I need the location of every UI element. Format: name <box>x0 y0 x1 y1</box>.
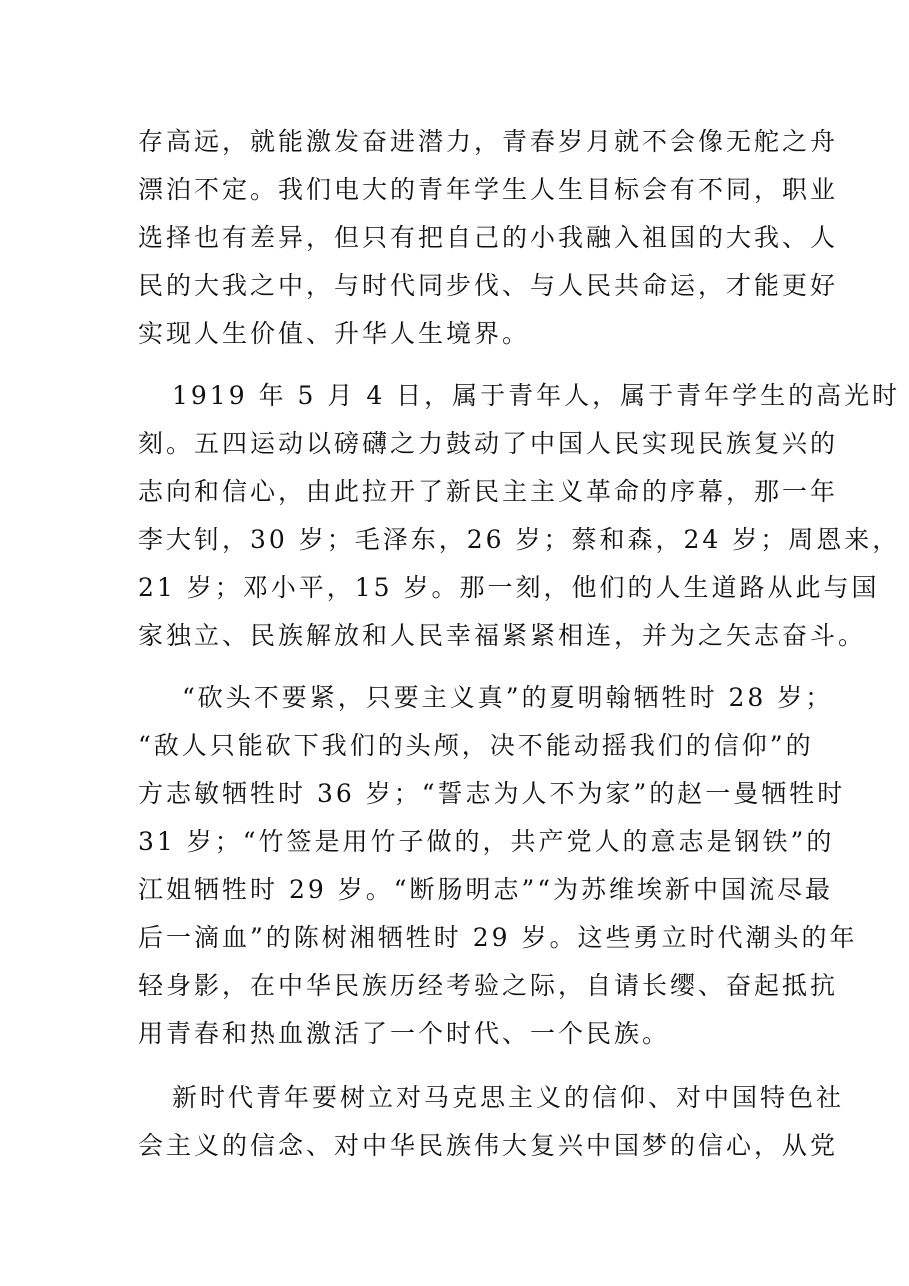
paragraph-line: “砍头不要紧，只要主义真”的夏明翰牺牲时 28 岁； <box>182 683 834 712</box>
paragraph-line: 新时代青年要树立对马克思主义的信仰、对中国特色社 <box>172 1083 845 1112</box>
paragraph-line: 刻。五四运动以磅礴之力鼓动了中国人民实现民族复兴的 <box>138 429 839 458</box>
paragraph-line: 会主义的信念、对中华民族伟大复兴中国梦的信心，从党 <box>138 1131 839 1160</box>
paragraph-1 <box>138 118 839 358</box>
paragraph-line: 方志敏牺牲时 36 岁；“誓志为人不为家”的赵一曼牺牲时 <box>138 779 846 808</box>
paragraph-line: 21 岁；邓小平，15 岁。那一刻，他们的人生道路从此与国 <box>138 573 880 602</box>
paragraph-line: 民的大我之中，与时代同步伐、与人民共命运，才能更好 <box>138 271 839 300</box>
paragraph-line: 后一滴血”的陈树湘牺牲时 29 岁。这些勇立时代潮头的年 <box>138 923 858 952</box>
paragraph-line: 漂泊不定。我们电大的青年学生人生目标会有不同，职业 <box>138 175 839 204</box>
paragraph-line: 李大钊，30 岁；毛泽东，26 岁；蔡和森，24 岁；周恩来， <box>138 525 901 554</box>
paragraph-line: 用青春和热血激活了一个时代、一个民族。 <box>138 1019 671 1048</box>
paragraph-line: 志向和信心，由此拉开了新民主主义革命的序幕，那一年 <box>138 477 839 506</box>
paragraph-line: 实现人生价值、升华人生境界。 <box>138 319 531 348</box>
paragraph-3 <box>138 674 858 1058</box>
paragraph-line: 1919 年 5 月 4 日，属于青年人，属于青年学生的高光时 <box>172 381 901 410</box>
paragraph-line: 选择也有差异，但只有把自己的小我融入祖国的大我、人 <box>138 223 839 252</box>
paragraph-line: “敌人只能砍下我们的头颅，决不能动摇我们的信仰”的 <box>138 731 814 760</box>
paragraph-line: 存高远，就能激发奋进潜力，青春岁月就不会像无舵之舟 <box>138 127 839 156</box>
paragraph-4 <box>138 1074 845 1170</box>
paragraph-line: 轻身影，在中华民族历经考验之际，自请长缨、奋起抵抗 <box>138 971 839 1000</box>
paragraph-line: 江姐牺牲时 29 岁。“断肠明志”“为苏维埃新中国流尽最 <box>138 875 834 904</box>
paragraph-2 <box>138 372 901 660</box>
paragraph-line: 31 岁；“竹签是用竹子做的，共产党人的意志是钢铁”的 <box>138 827 835 856</box>
paragraph-line: 家独立、民族解放和人民幸福紧紧相连，并为之矢志奋斗。 <box>138 621 867 650</box>
